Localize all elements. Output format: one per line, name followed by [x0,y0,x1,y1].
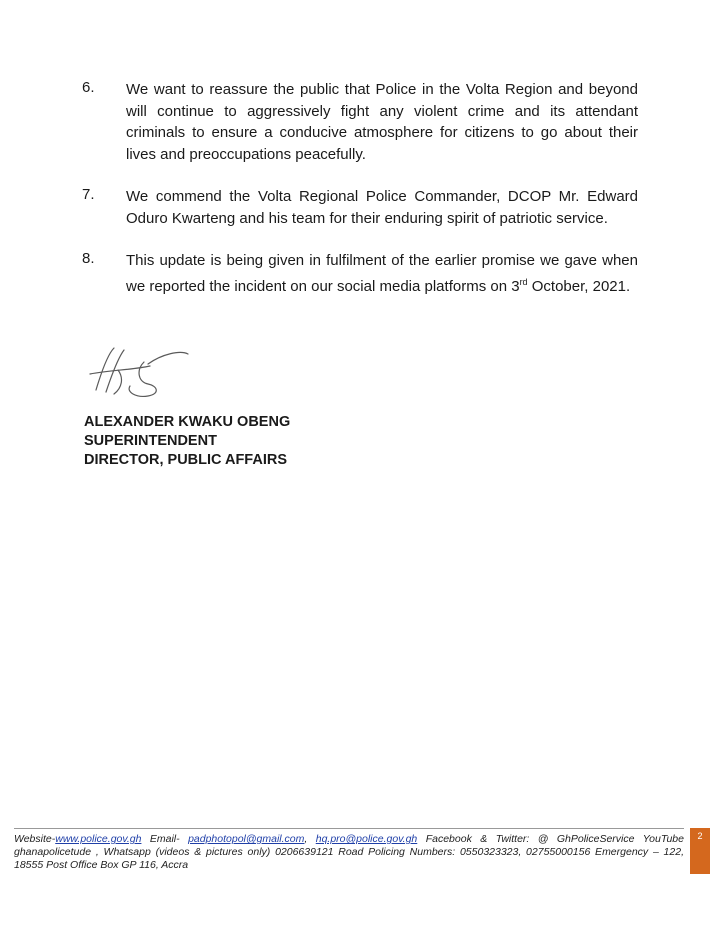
paragraph-text: We want to reassure the public that Police in the Volta Region and beyond will continue to aggressively fight any violent crime and its attendant criminals to ensure a conducive atmosphere for citizens to go about their lives and preoccupations peacefully. [126,81,638,163]
email-label: Email- [141,833,189,845]
email-link-2[interactable]: hq.pro@police.gov.gh [315,833,418,845]
paragraph-text [126,250,638,297]
footer [14,828,684,872]
paragraph-number: 8. [82,250,95,267]
footer-contact-text: Facebook & Twitter: @ GhPoliceService YouTube ghanapolicetude , Whatsapp (videos & pictures only) 0206639121 Road Policing Numbers: 0550323323, 02755000156 Emergency – 122, 18555 Post Office Box GP 116, Accra [14,833,684,871]
paragraph-number: 7. [82,186,95,203]
website-link[interactable]: www.police.gov.gh [55,833,142,845]
signature-block [84,413,290,470]
paragraph-text-part: October, 2021. [527,277,631,295]
email-separator: , [304,833,316,845]
paragraph-8 [82,250,638,297]
signer-title: DIRECTOR, PUBLIC AFFAIRS [84,452,288,468]
website-label: Website- [14,833,56,845]
signer-name: ALEXANDER KWAKU OBENG [84,414,291,430]
paragraph-6 [82,79,638,165]
page-number-badge: 2 [690,828,710,874]
signer-rank: SUPERINTENDENT [84,433,217,449]
paragraph-text: We commend the Volta Regional Police Commander, DCOP Mr. Edward Oduro Kwarteng and his team for their enduring spirit of patriotic service. [126,188,638,227]
paragraph-text-part: This update is being given in fulfilment of the earlier promise we gave when we reported the incident on our social media platforms on 3 [126,252,638,295]
email-link-1[interactable]: padphotopol@gmail.com [188,833,305,845]
ordinal-suffix: rd [519,276,528,287]
signature-image [84,340,194,400]
paragraph-7 [82,186,638,229]
paragraph-number: 6. [82,79,95,96]
